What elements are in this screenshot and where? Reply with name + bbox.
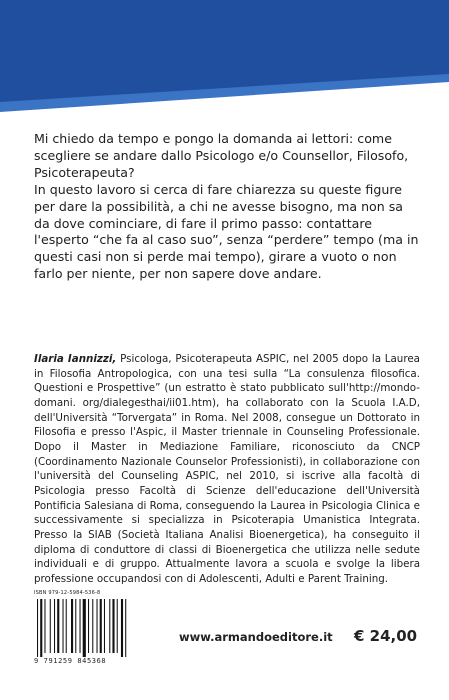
barcode-bar [44,599,45,653]
barcode-bar [57,599,59,653]
publisher-website[interactable]: www.armandoeditore.it [179,630,333,644]
intro-paragraph-2: In questo lavoro si cerca di fare chiarezza su queste figure per dare la possibilità, a chi ne avesse bisogno, ma non sa da dove cominciare, di fare il primo passo: contattare l'esperto “che fa al caso suo”, senza “perdere” tempo (ma in questi casi non si perde mai tempo), girare a vuoto o non farlo per niente, per non sapere dove andare. [34,181,419,282]
price-label: € 24,00 [354,627,418,645]
barcode-bar [121,599,123,657]
barcode-bar [92,599,93,653]
intro-text [34,131,420,283]
barcode-bar [104,599,105,653]
barcode-bar [40,599,42,657]
barcode-bar [117,599,118,653]
barcode-bar [75,599,76,653]
barcode-bar [97,599,98,653]
ean-digits: 9 791259 845368 [34,657,107,665]
barcode-bar [112,599,114,653]
barcode-bar [80,599,81,653]
barcode-bar [109,599,110,653]
barcode-bar [125,599,126,657]
barcode-bar [83,599,86,657]
barcode-bar [50,599,51,653]
barcode [34,590,129,676]
banner-dark-band [0,0,449,102]
barcode-bar [71,599,73,653]
barcode-bar [54,599,55,653]
intro-paragraph-1: Mi chiedo da tempo e pongo la domanda ai lettori: come scegliere se andare dallo Psicologo e/o Counsellor, Filosofo, Psicoterapeuta? [34,131,409,180]
isbn-label: ISBN 979-12-5984-536-8 [34,590,101,596]
barcode-bar [100,599,102,653]
barcode-bar [88,599,89,653]
author-name: Ilaria Iannizzi, [34,353,117,365]
barcode-bars [37,599,127,657]
barcode-bar [37,599,38,657]
author-bio-text: Psicologa, Psicoterapeuta ASPIC, nel 2005 dopo la Laurea in Filosofia Antropologica, con una tesi sulla “La consulenza filosofica. Questioni e Prospettive” (un estratto è stato pubblicato sull'http://mondo-domani. org/dialegesthai/ii01.htm), ha collaborato con la Scuola I.A.D, dell'Università “Torvergata” in Roma. Nel 2008, consegue un Dottorato in Filosofia e presso l'Aspic, il Master triennale in Counseling Professionale. Dopo il Master in Mediazione Familiare, riconosciuto da CNCP (Coordinamento Nazionale Counselor Professionisti), in collaborazione con l'università del Counseling ASPIC, nel 2010, si iscrive alla facoltà di Psicologia presso Facoltà di Scienze dell'educazione dell'Università Pontificia Salesiana di Roma, conseguendo la Laurea in Psicologia Clinica e successivamente si specializza in Psicoterapia Umanistica Integrata. Presso la SIAB (Società Italiana Analisi Bioenergetica), ha conseguito il diploma di conduttore di classi di Bioenergetica che utilizza nelle sedute individuali e di gruppo. Attualmente lavora a scuola e svolge la libera professione occupandosi con di Adolescenti, Adulti e Parent Training. [34,353,420,585]
barcode-bar [63,599,64,653]
author-bio [34,352,420,587]
blue-banner [0,0,449,120]
barcode-bar [66,599,67,653]
